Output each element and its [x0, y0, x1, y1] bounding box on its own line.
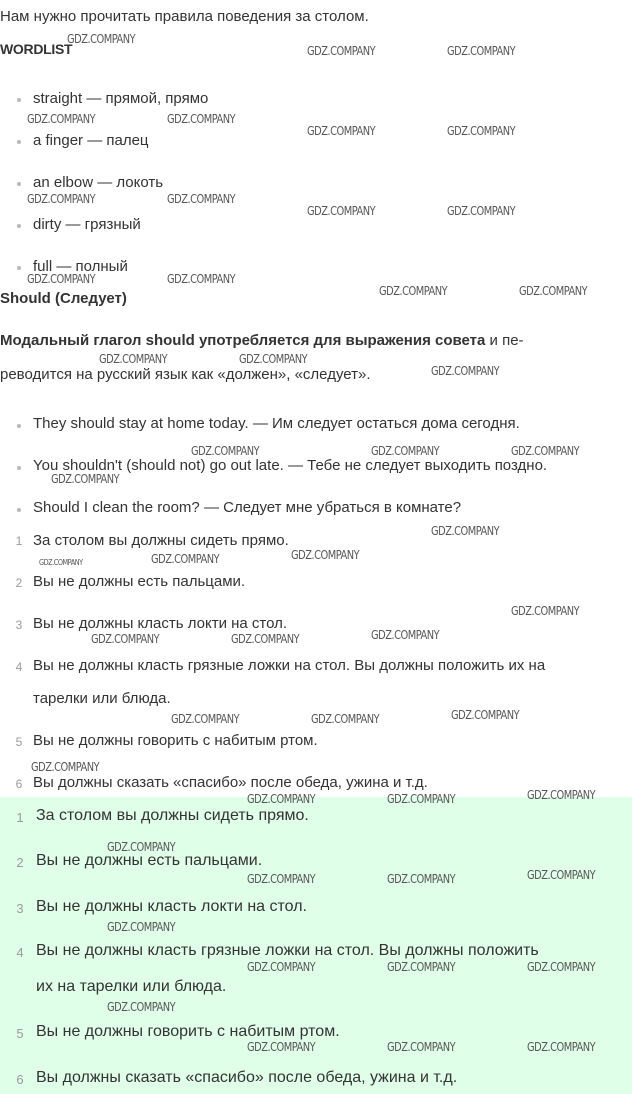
list-bullet [17, 508, 21, 512]
rule-item: За столом вы должны сидеть прямо. [33, 532, 289, 549]
watermark: GDZ.COMPANY [151, 552, 220, 566]
watermark: GDZ.COMPANY [447, 44, 516, 58]
watermark: GDZ.COMPANY [511, 444, 580, 458]
watermark: GDZ.COMPANY [91, 632, 160, 646]
watermark: GDZ.COMPANY [167, 192, 236, 206]
wordlist-item: straight — прямой, прямо [33, 90, 209, 107]
watermark: GDZ.COMPANY [527, 868, 596, 882]
watermark: GDZ.COMPANY [527, 1040, 596, 1054]
watermark: GDZ.COMPANY [31, 760, 100, 774]
answer-number: 6 [16, 1072, 24, 1087]
watermark: GDZ.COMPANY [519, 284, 588, 298]
list-bullet [17, 98, 21, 102]
answer-item: Вы не должны есть пальцами. [36, 852, 263, 869]
watermark: GDZ.COMPANY [307, 124, 376, 138]
wordlist-item: an elbow — локоть [33, 174, 164, 191]
watermark: GDZ.COMPANY [447, 204, 516, 218]
grammar-description-bold: Модальный глагол should употребляется для выражения совета [0, 332, 486, 349]
watermark: GDZ.COMPANY [387, 872, 456, 886]
list-bullet [17, 224, 21, 228]
watermark: GDZ.COMPANY [527, 960, 596, 974]
answer-item: Вы не должны класть локти на стол. [36, 898, 307, 915]
list-bullet [17, 140, 21, 144]
watermark: GDZ.COMPANY [27, 272, 96, 286]
rule-number: 3 [15, 618, 23, 632]
watermark: GDZ.COMPANY [291, 548, 360, 562]
watermark: GDZ.COMPANY [51, 472, 120, 486]
wordlist-item: a finger — палец [33, 132, 149, 149]
watermark: GDZ.COMPANY [511, 604, 580, 618]
watermark: GDZ.COMPANY [167, 112, 236, 126]
rule-number: 2 [15, 576, 23, 590]
wordlist-item: full — полный [33, 258, 128, 275]
example-item: They should stay at home today. — Им следует остаться дома сегодня. [33, 415, 520, 432]
wordlist-title: WORDLIST [0, 41, 73, 57]
answer-number: 1 [16, 810, 24, 825]
watermark: GDZ.COMPANY [387, 792, 456, 806]
watermark: GDZ.COMPANY [231, 632, 300, 646]
grammar-description-rest: и пе- [485, 332, 524, 349]
watermark: GDZ.COMPANY [311, 712, 380, 726]
answer-item: Вы должны сказать «спасибо» после обеда, ужина и т.д. [36, 1069, 458, 1086]
list-bullet [17, 266, 21, 270]
rule-item-line2: тарелки или блюда. [33, 690, 171, 707]
watermark: GDZ.COMPANY [107, 1000, 176, 1014]
watermark: GDZ.COMPANY [247, 872, 316, 886]
watermark: GDZ.COMPANY [447, 124, 516, 138]
rule-number: 4 [15, 660, 23, 674]
answer-number: 5 [16, 1026, 24, 1041]
watermark: GDZ.COMPANY [27, 192, 96, 206]
watermark: GDZ.COMPANY [27, 112, 96, 126]
watermark: GDZ.COMPANY [107, 840, 176, 854]
grammar-description-line1 [0, 332, 524, 350]
watermark: GDZ.COMPANY [527, 788, 596, 802]
rule-item-line1: Вы не должны класть грязные ложки на стол. Вы должны положить их на [33, 657, 546, 674]
watermark: GDZ.COMPANY [387, 1040, 456, 1054]
list-bullet [17, 182, 21, 186]
watermark: GDZ.COMPANY [39, 558, 83, 567]
watermark: GDZ.COMPANY [387, 960, 456, 974]
watermark: GDZ.COMPANY [247, 960, 316, 974]
answer-item: За столом вы должны сидеть прямо. [36, 807, 309, 824]
watermark: GDZ.COMPANY [171, 712, 240, 726]
rule-item: Вы не должны говорить с набитым ртом. [33, 732, 318, 749]
rule-number: 1 [15, 534, 23, 548]
watermark: GDZ.COMPANY [107, 920, 176, 934]
answer-number: 2 [16, 855, 24, 870]
watermark: GDZ.COMPANY [371, 628, 440, 642]
rule-item: Вы не должны есть пальцами. [33, 573, 246, 590]
watermark: GDZ.COMPANY [431, 364, 500, 378]
answer-number: 3 [16, 901, 24, 916]
watermark: GDZ.COMPANY [307, 44, 376, 58]
list-bullet [17, 424, 21, 428]
grammar-title: Should (Следует) [0, 290, 127, 307]
answer-item-line2: их на тарелки или блюда. [36, 978, 227, 995]
wordlist-item: dirty — грязный [33, 216, 141, 233]
list-bullet [17, 466, 21, 470]
watermark: GDZ.COMPANY [431, 524, 500, 538]
rule-item: Вы не должны класть локти на стол. [33, 615, 288, 632]
example-item: You shouldn't (should not) go out late. — Тебе не следует выходить поздно. [33, 457, 548, 474]
watermark: GDZ.COMPANY [247, 792, 316, 806]
watermark: GDZ.COMPANY [99, 352, 168, 366]
rule-number: 5 [15, 735, 23, 749]
answer-item: Вы не должны говорить с набитым ртом. [36, 1023, 340, 1040]
watermark: GDZ.COMPANY [307, 204, 376, 218]
watermark: GDZ.COMPANY [371, 444, 440, 458]
watermark: GDZ.COMPANY [167, 272, 236, 286]
watermark: GDZ.COMPANY [191, 444, 260, 458]
watermark: GDZ.COMPANY [239, 352, 308, 366]
watermark: GDZ.COMPANY [379, 284, 448, 298]
answer-item-line1: Вы не должны класть грязные ложки на стол. Вы должны положить [36, 942, 539, 959]
example-item: Should I clean the room? — Следует мне убраться в комнате? [33, 499, 462, 516]
rule-number: 6 [15, 777, 23, 791]
watermark: GDZ.COMPANY [451, 708, 520, 722]
rule-item: Вы должны сказать «спасибо» после обеда, ужина и т.д. [33, 774, 428, 791]
grammar-description-line2: реводится на русский язык как «должен», «следует». [0, 366, 371, 383]
watermark: GDZ.COMPANY [67, 32, 136, 46]
watermark: GDZ.COMPANY [247, 1040, 316, 1054]
intro-text: Нам нужно прочитать правила поведения за столом. [0, 8, 369, 25]
answer-number: 4 [16, 945, 24, 960]
